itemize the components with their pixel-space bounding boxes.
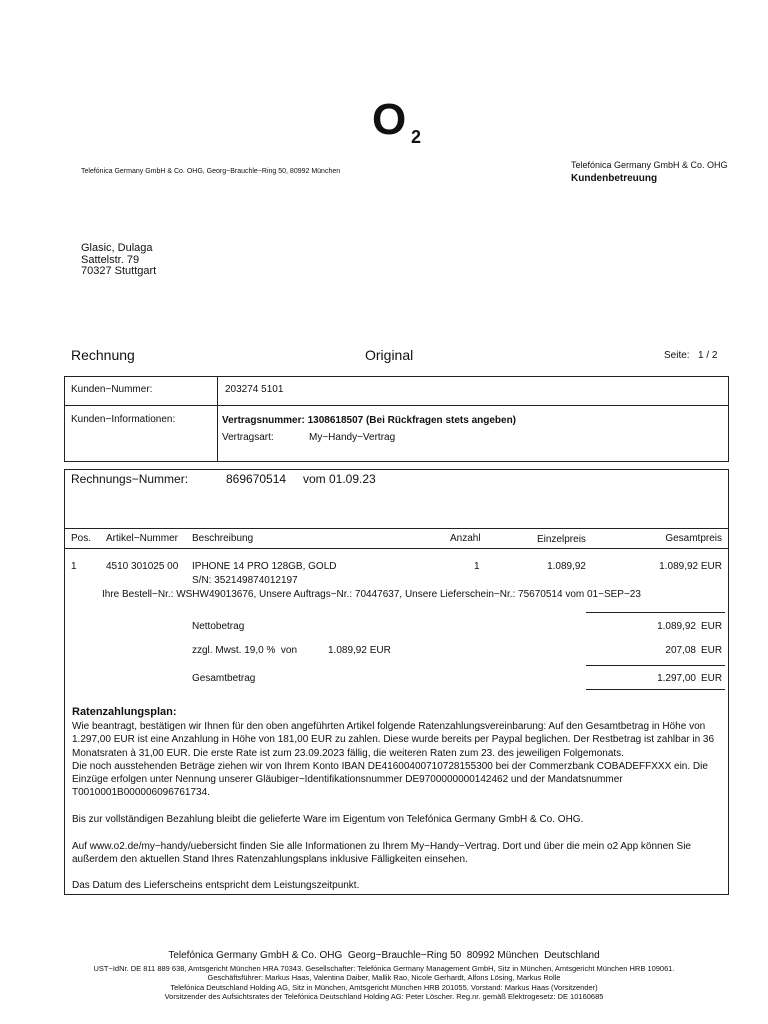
plan-paragraph-1 [72, 720, 724, 800]
contract-type-label: Vertragsart: [222, 432, 274, 443]
col-unit-price: Einzelpreis [537, 534, 586, 545]
vat-currency: EUR [701, 645, 723, 656]
totals-bottom-rule [586, 689, 725, 690]
contract-number: Vertragsnummer: 1308618507 (Bei Rückfragen stets angeben) [222, 415, 517, 426]
invoice-number-value: 869670514 [226, 472, 287, 486]
vat-value: 207,08 [665, 645, 696, 656]
order-reference: Ihre Bestell−Nr.: WSHW49013676, Unsere Auftrags−Nr.: 70447637, Unsere Lieferschein−Nr.: 75670514 vom 01−SEP−23 [102, 589, 641, 600]
col-total-price: Gesamtpreis [665, 533, 722, 544]
col-article: Artikel−Nummer [106, 533, 178, 544]
net-currency: EUR [701, 621, 723, 632]
plan-p1-line: 1.297,00 EUR ist eine Anzahlung in Höhe von 181,00 EUR zu zahlen. Diese wurde bereits per Paypal beglichen. Der Restbetrag ist zahlbar in 36 [72, 734, 715, 746]
col-description: Beschreibung [192, 533, 254, 544]
invoice-header-divider [64, 528, 729, 529]
gross-label: Gesamtbetrag [192, 673, 256, 684]
invoice-number-label: Rechnungs−Nummer: [71, 472, 189, 486]
contract-type-value: My−Handy−Vertrag [309, 432, 396, 443]
col-qty: Anzahl [450, 533, 481, 544]
customer-box-vdivider [217, 376, 218, 462]
totals-mid-rule [586, 665, 725, 666]
recipient-address [81, 243, 156, 278]
footer-main: Telefónica Germany GmbH & Co. OHG Georg−Brauchle−Ring 50 80992 München Deutschland [168, 950, 600, 961]
item-unit-price: 1.089,92 [547, 561, 586, 572]
item-article: 4510 301025 00 [106, 561, 179, 572]
table-header-divider [64, 548, 729, 549]
sender-line: Telefónica Germany GmbH & Co. OHG, Georg−Brauchle−Ring 50, 80992 München [81, 168, 341, 175]
item-description: IPHONE 14 PRO 128GB, GOLD [192, 561, 337, 572]
vat-label: zzgl. Mwst. 19,0 % von [192, 645, 298, 656]
customer-number-value: 203274 5101 [225, 384, 284, 395]
plan-paragraph-4: Das Datum des Lieferscheins entspricht dem Leistungszeitpunkt. [72, 880, 360, 891]
department: Kundenbetreuung [571, 173, 658, 184]
plan-p1-line: Wie beantragt, bestätigen wir Ihnen für den oben angeführten Artikel folgende Ratenzahlungsvereinbarung: Auf den Gesamtbetrag in Höhe von [72, 721, 706, 732]
o2-logo [372, 96, 432, 152]
plan-p1-line: Die noch ausstehenden Beträge ziehen wir von Ihrem Konto IBAN DE41600400710728155300 bei der Commerzbank COBADEFFXXX ein. Die [72, 760, 708, 772]
gross-value: 1.297,00 [657, 673, 696, 684]
footer-legal-line: Telefónica Deutschland Holding AG, Sitz in München, Amtsgericht München HRB 201055. Vorstand: Markus Haas (Vorsitzender) [170, 982, 598, 992]
net-value: 1.089,92 [657, 621, 696, 632]
recipient-name: Glasic, Dulaga [81, 242, 153, 254]
item-pos: 1 [71, 561, 77, 572]
doc-title: Rechnung [71, 347, 135, 363]
company-name-small: Telefónica Germany GmbH & Co. OHG [571, 160, 728, 170]
plan-title: Ratenzahlungsplan: [72, 706, 177, 718]
plan-p3-line: Auf www.o2.de/my−handy/uebersicht finden Sie alle Informationen zu Ihrem My−Handy−Vertrag. Dort und über die mein o2 App können Sie [72, 841, 691, 852]
item-serial: S/N: 352149874012197 [192, 575, 298, 586]
recipient-city: 70327 Stuttgart [81, 265, 157, 277]
customer-box-divider [64, 405, 729, 406]
footer-legal-line: Geschäftsführer: Markus Haas, Valentina Daiber, Mallik Rao, Nicole Gerhardt, Alfons Lösing, Markus Rolle [207, 973, 561, 983]
gross-currency: EUR [701, 673, 723, 684]
logo-sub: 2 [411, 127, 422, 147]
page-number: 1 / 2 [698, 350, 718, 361]
plan-p1-line: Einzüge erfolgen unter Nennung unserer Gläubiger−Identifikationsnummer DE9700000000142462 und der Mandatsnummer [72, 774, 623, 786]
invoice-date: vom 01.09.23 [303, 472, 376, 486]
doc-original: Original [365, 347, 414, 363]
plan-p1-line: T0010001B000006096761734. [72, 787, 210, 799]
footer-legal-line: Vorsitzender des Aufsichtsrates der Telefónica Deutschland Holding AG: Peter Löscher. Reg.nr. gemäß Elektrogesetz: DE 10160685 [164, 992, 604, 1002]
customer-number-label: Kunden−Nummer: [71, 384, 153, 395]
totals-top-rule [586, 612, 725, 613]
net-label: Nettobetrag [192, 621, 245, 632]
customer-info-label: Kunden−Informationen: [71, 414, 176, 425]
footer-legal [0, 964, 768, 1002]
col-pos: Pos. [71, 533, 92, 544]
recipient-street: Sattelstr. 79 [81, 253, 140, 266]
page-label: Seite: [664, 350, 690, 361]
plan-paragraph-2: Bis zur vollständigen Bezahlung bleibt die gelieferte Ware im Eigentum von Telefónica Germany GmbH & Co. OHG. [72, 814, 584, 825]
item-total-price: 1.089,92 EUR [659, 561, 722, 572]
plan-paragraph-3 [72, 840, 724, 867]
vat-base: 1.089,92 EUR [328, 645, 391, 656]
footer-legal-line: UST−IdNr. DE 811 889 638, Amtsgericht München HRA 70343. Gesellschafter: Telefónica Germany Management GmbH, Sitz in München, Amtsgericht München HRB 109061. [93, 964, 675, 973]
plan-p1-line: Monatsraten à 31,00 EUR. Die erste Rate ist zum 23.09.2023 fällig, die weiteren Raten zum 23. des jeweiligen Folgemonats. [72, 747, 624, 759]
plan-p3-line: außerdem den aktuellen Stand Ihres Ratenzahlungsplans inklusive Fälligkeiten einsehen. [72, 854, 468, 866]
item-qty: 1 [474, 561, 480, 572]
logo-o: O [372, 95, 406, 144]
